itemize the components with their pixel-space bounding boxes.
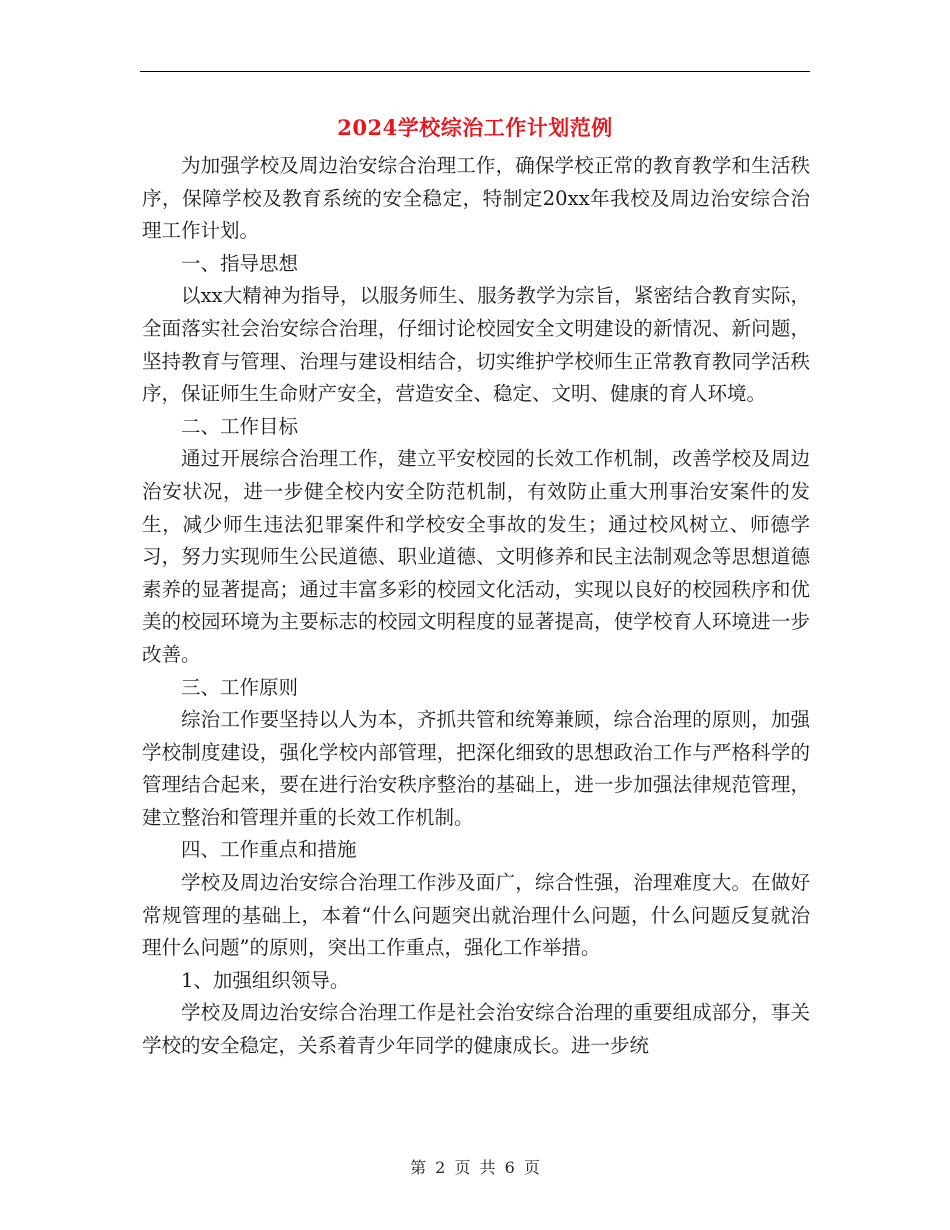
guiding-ideology-paragraph: 以xx大精神为指导，以服务师生、服务教学为宗旨，紧密结合教育实际，全面落实社会治安综合治理，仔细讨论校园安全文明建设的新情况、新问题，坚持教育与管理、治理与建设相结合，切实维护学校师生正常教育教同学活秩序，保证师生生命财产安全，营造安全、稳定、文明、健康的育人环境。: [142, 284, 810, 406]
page-footer: 第 2 页 共 6 页: [410, 1158, 540, 1177]
document-title: 2024学校综治工作计划范例: [337, 115, 613, 140]
key-measures-paragraph: 学校及周边治安综合治理工作涉及面广，综合性强，治理难度大。在做好常规管理的基础上，本着“什么问题突出就治理什么问题，什么问题反复就治理什么问题”的原则，突出工作重点，强化工作举措。: [142, 871, 810, 960]
section-heading-work-principles: 三、工作原则: [181, 675, 299, 699]
section-heading-work-goals: 二、工作目标: [181, 414, 299, 438]
work-principles-paragraph: 综治工作要坚持以人为本，齐抓共管和统筹兼顾，综合治理的原则，加强学校制度建设，强化学校内部管理，把深化细致的思想政治工作与严格科学的管理结合起来，要在进行治安秩序整治的基础上，进一步加强法律规范管理，建立整治和管理并重的长效工作机制。: [142, 708, 810, 829]
subsection-heading-organization: 1、加强组织领导。: [181, 968, 350, 992]
section-heading-guiding-ideology: 一、指导思想: [181, 251, 299, 275]
header-rule: [140, 71, 810, 72]
document-body: [142, 150, 810, 1063]
section-heading-key-measures: 四、工作重点和措施: [181, 838, 357, 862]
organization-paragraph: 学校及周边治安综合治理工作是社会治安综合治理的重要组成部分，事关学校的安全稳定，关系着青少年同学的健康成长。进一步统: [142, 1001, 810, 1058]
work-goals-paragraph: 通过开展综合治理工作，建立平安校园的长效工作机制，改善学校及周边治安状况，进一步健全校内安全防范机制，有效防止重大刑事治安案件的发生，减少师生违法犯罪案件和学校安全事故的发生；通过校风树立、师德学习，努力实现师生公民道德、职业道德、文明修养和民主法制观念等思想道德素养的显著提高；通过丰富多彩的校园文化活动，实现以良好的校园秩序和优美的校园环境为主要标志的校园文明程度的显著提高，使学校育人环境进一步改善。: [142, 447, 810, 666]
intro-paragraph: 为加强学校及周边治安综合治理工作，确保学校正常的教育教学和生活秩序，保障学校及教育系统的安全稳定，特制定20xx年我校及周边治安综合治理工作计划。: [142, 154, 810, 243]
